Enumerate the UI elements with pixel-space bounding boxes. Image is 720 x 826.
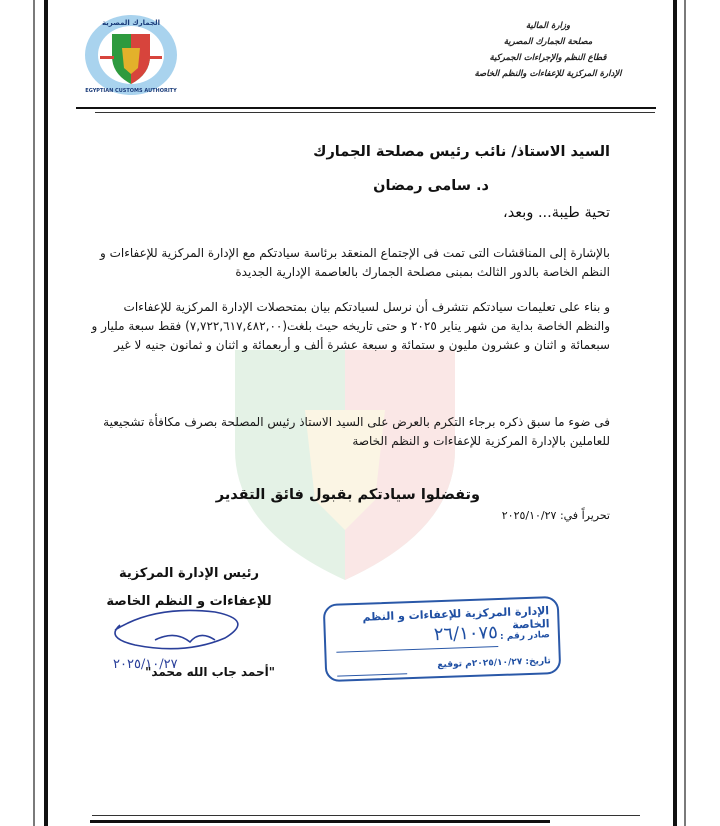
signer-title-line-2: للإعفاءات و النظم الخاصة	[106, 594, 272, 609]
stamp-number-label: صادر رقم :	[499, 630, 551, 642]
date-label: تحريراً في:	[559, 509, 610, 522]
paragraph-collections: و بناء على تعليمات سيادتكم نتشرف أن نرسل لسيادتكم بيان بمتحصلات الإدارة المركزية للإعفاءات والنظم الخاصة بداية من شهر يناير ٢٠٢٥ و حتى تاريخه حيث بلغت(٧,٧٢٢,٦١٧,٤٨٢,٠٠) فقط سبعة مليار و سبعمائة و اثنان و عشرون مليون و ستمائة و سبعة عشرة ألف و أربعمائة و اثنان و ثمانون جنيه لا غير	[91, 300, 610, 352]
footer-divider	[90, 820, 550, 823]
ministry-line-1: وزارة المالية	[525, 21, 571, 31]
stamp-sign-line	[337, 673, 407, 676]
ministry-line-2: مصلحة الجمارك المصرية	[503, 37, 593, 47]
logo-english-text: EGYPTIAN CUSTOMS AUTHORITY	[85, 88, 177, 94]
page-border-outer-right	[684, 0, 686, 826]
flag-right	[148, 56, 162, 59]
paragraph-meeting-reference: بالإشارة إلى المناقشات التى تمت فى الإجتماع المنعقد برئاسة سيادتكم مع الإدارة المركزية للإعفاءات و النظم الخاصة بالدور الثالث بمبنى مصلحة الجمارك بالعاصمة الإدارية الجديدة	[100, 246, 610, 279]
date-value: ٢٠٢٥/١٠/٢٧	[501, 509, 557, 522]
stamp-date	[437, 656, 551, 670]
egyptian-customs-logo-icon	[82, 12, 180, 98]
paragraph-bonus-request: فى ضوء ما سبق ذكره برجاء التكرم بالعرض على السيد الاستاذ رئيس المصلحة بصرف مكافأة تشجيعية للعاملين بالإدارة المركزية للإعفاءات و النظم الخاصة	[103, 415, 610, 448]
signer-title-line-1: رئيس الإدارة المركزية	[118, 566, 260, 581]
stamp-title: الإدارة المركزية للإعفاءات و النظم الخاصة	[362, 604, 550, 632]
greeting: تحية طيبة... وبعد،	[503, 205, 610, 221]
outgoing-stamp	[323, 596, 562, 682]
ministry-line-4: الإدارة المركزية للإعفاءات والنظم الخاصة	[474, 69, 622, 79]
watermark-emblem-icon	[195, 330, 495, 590]
header-divider-thin	[95, 112, 655, 113]
stamp-date-label: تاريخ: ٢٠٢٥/١٠/٢٧م	[465, 656, 552, 670]
addressee-name: د. سامى رمضان	[373, 178, 489, 194]
date-line	[502, 509, 610, 522]
closing-line: وتفضلوا سيادتكم بقبول فائق التقدير	[215, 487, 480, 503]
stamp-number-value: ٢٦/١٠٧٥	[433, 622, 499, 646]
flag-left	[100, 56, 114, 59]
addressee: السيد الاستاذ/ نائب رئيس مصلحة الجمارك	[313, 144, 610, 160]
page-border-inner-left	[44, 0, 48, 826]
logo-arabic-text: الجمارك المصرية	[101, 19, 161, 27]
signer-name: "أحمد جاب الله محمد"	[145, 665, 275, 679]
header-divider	[76, 107, 656, 109]
stamp-underline	[336, 646, 498, 653]
ministry-header	[438, 18, 658, 82]
footer-divider-thin	[92, 815, 640, 816]
handwritten-date: ٢٠٢٥/١٠/٢٧	[113, 657, 178, 672]
page-border-outer-left	[33, 0, 35, 826]
handwritten-signature-icon	[95, 600, 275, 675]
ministry-line-3: قطاع النظم والإجراءات الجمركية	[489, 53, 607, 63]
stamp-sign-label: توقيع	[437, 659, 463, 671]
page-border-inner-right	[673, 0, 677, 826]
